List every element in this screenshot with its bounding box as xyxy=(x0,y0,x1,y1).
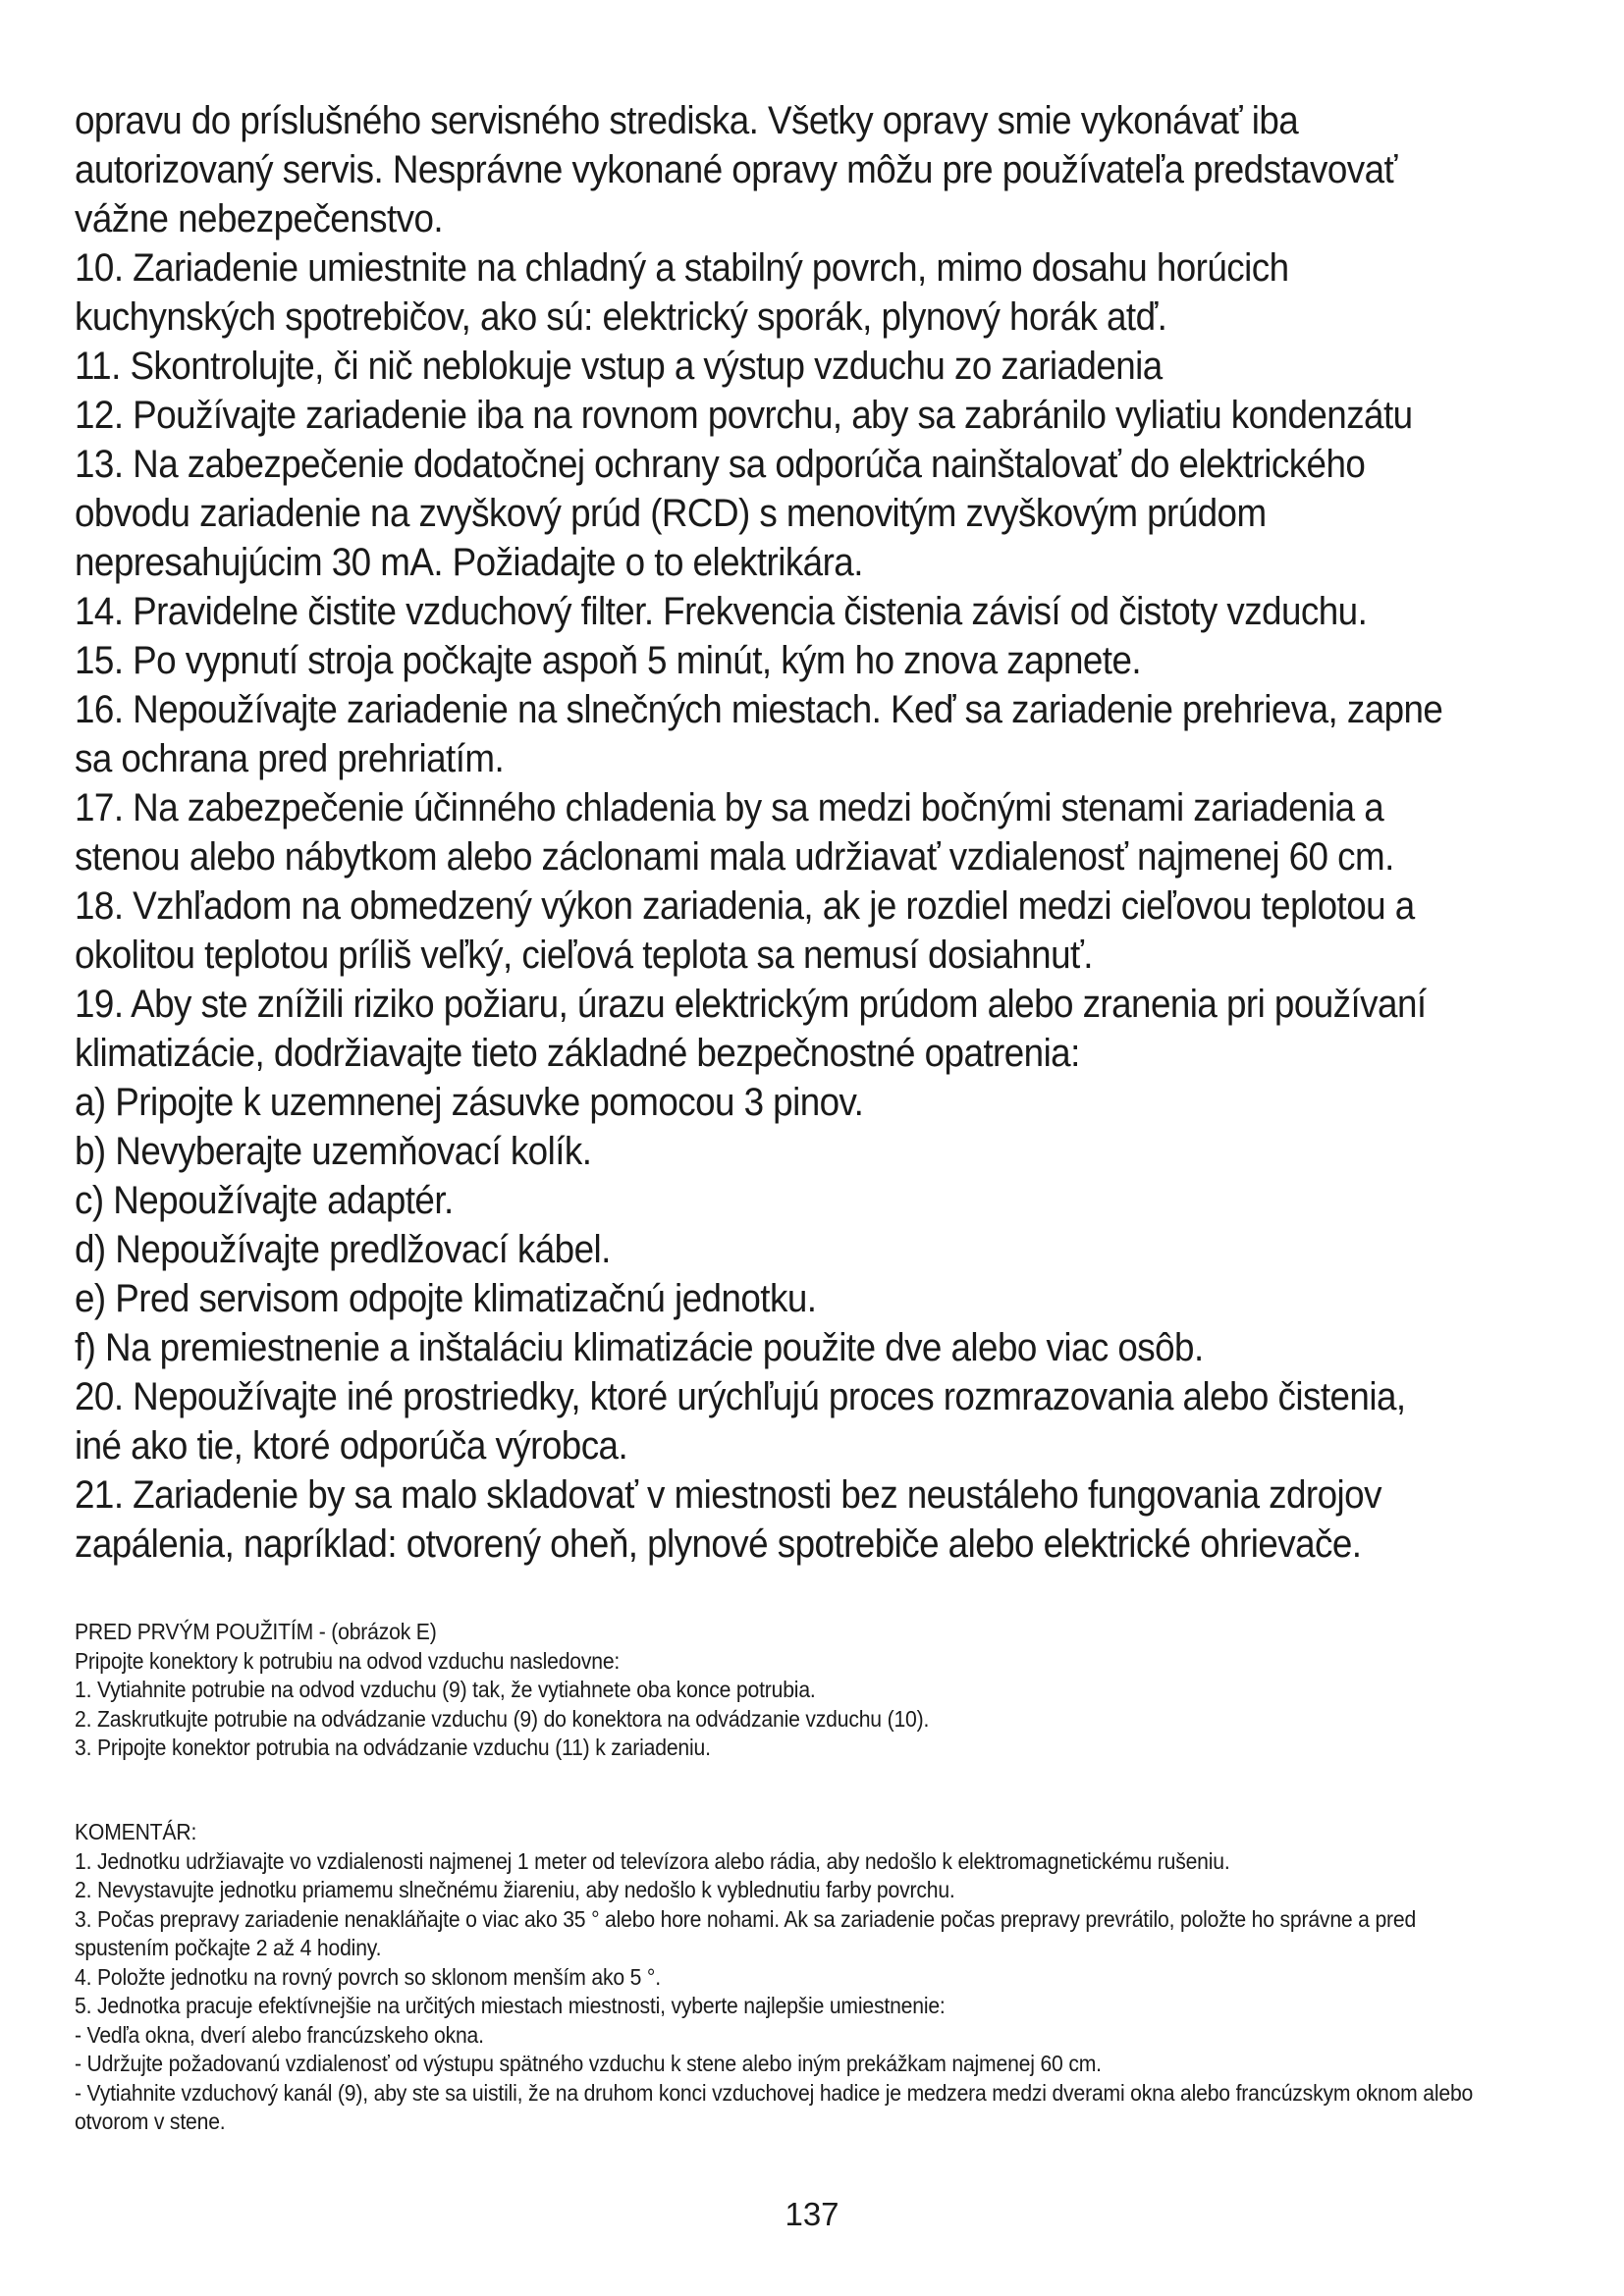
instruction-21: 21. Zariadenie by sa malo skladovať v miestnosti bez neustáleho fungovania zdrojov zapálenia, napríklad: otvorený oheň, plynové spotrebiče alebo elektrické ohrievače. xyxy=(75,1473,1381,1566)
instruction-12: 12. Používajte zariadenie iba na rovnom povrchu, aby sa zabránilo vyliatiu kondenzátu xyxy=(75,394,1413,437)
comment-5-bullet-b: - Udržujte požadovanú vzdialenosť od výstupu spätného vzduchu k stene alebo iným prekážkam najmenej 60 cm. xyxy=(75,2051,1102,2076)
safety-instructions xyxy=(75,96,1447,1569)
instruction-17: 17. Na zabezpečenie účinného chladenia by sa medzi bočnými stenami zariadenia a stenou alebo nábytkom alebo záclonami mala udržiavať vzdialenosť najmenej 60 cm. xyxy=(75,786,1394,879)
instruction-15: 15. Po vypnutí stroja počkajte aspoň 5 minút, kým ho znova zapnete. xyxy=(75,639,1142,682)
instruction-14: 14. Pravidelne čistite vzduchový filter. Frekvencia čistenia závisí od čistoty vzduchu. xyxy=(75,590,1368,633)
before-first-use-section xyxy=(75,1618,1484,1763)
paragraph-continuation: opravu do príslušného servisného strediska. Všetky opravy smie vykonávať iba autorizovaný servis. Nesprávne vykonané opravy môžu pre používateľa predstavovať vážne nebezpečenstvo. xyxy=(75,99,1397,240)
section-heading: PRED PRVÝM POUŽITÍM - (obrázok E) xyxy=(75,1619,437,1644)
comment-4: 4. Položte jednotku na rovný povrch so sklonom menším ako 5 °. xyxy=(75,1963,661,1990)
comment-5: 5. Jednotka pracuje efektívnejšie na určitých miestach miestnosti, vyberte najlepšie umiestnenie: xyxy=(75,1993,946,2018)
instruction-19: 19. Aby ste znížili riziko požiaru, úrazu elektrickým prúdom alebo zranenia pri používaní klimatizácie, dodržiavajte tieto základné bezpečnostné opatrenia: xyxy=(75,983,1427,1075)
instruction-19-c: c) Nepoužívajte adaptér. xyxy=(75,1179,454,1222)
instruction-11: 11. Skontrolujte, či nič neblokuje vstup a výstup vzduchu zo zariadenia xyxy=(75,345,1163,388)
instruction-20: 20. Nepoužívajte iné prostriedky, ktoré urýchľujú proces rozmrazovania alebo čistenia, iné ako tie, ktoré odporúča výrobca. xyxy=(75,1375,1406,1468)
instruction-19-a: a) Pripojte k uzemnenej zásuvke pomocou 3 pinov. xyxy=(75,1081,864,1124)
step-2: 2. Zaskrutkujte potrubie na odvádzanie vzduchu (9) do konektora na odvádzanie vzduchu (10). xyxy=(75,1705,930,1732)
instruction-19-b: b) Nevyberajte uzemňovací kolík. xyxy=(75,1130,592,1173)
comment-section xyxy=(75,1818,1484,2137)
comment-2: 2. Nevystavujte jednotku priamemu slnečnému žiareniu, aby nedošlo k vyblednutiu farby povrchu. xyxy=(75,1877,955,1902)
step-3: 3. Pripojte konektor potrubia na odvádzanie vzduchu (11) k zariadeniu. xyxy=(75,1735,711,1760)
instruction-19-d: d) Nepoužívajte predlžovací kábel. xyxy=(75,1228,611,1271)
step-1: 1. Vytiahnite potrubie na odvod vzduchu (9) tak, že vytiahnete oba konce potrubia. xyxy=(75,1677,816,1702)
instruction-19-f: f) Na premiestnenie a inštaláciu klimatizácie použite dve alebo viac osôb. xyxy=(75,1326,1204,1369)
instruction-16: 16. Nepoužívajte zariadenie na slnečných miestach. Keď sa zariadenie prehrieva, zapne sa ochrana pred prehriatím. xyxy=(75,688,1443,780)
comment-5-bullet-c: - Vytiahnite vzduchový kanál (9), aby ste sa uistili, že na druhom konci vzduchovej hadice je medzera medzi dverami okna alebo francúzskym oknom alebo otvorom v stene. xyxy=(75,2079,1474,2134)
instruction-13: 13. Na zabezpečenie dodatočnej ochrany sa odporúča nainštalovať do elektrického obvodu zariadenie na zvyškový prúd (RCD) s menovitým zvyškovým prúdom nepresahujúcim 30 mA. Požiadajte o to elektrikára. xyxy=(75,443,1366,584)
instruction-18: 18. Vzhľadom na obmedzený výkon zariadenia, ak je rozdiel medzi cieľovou teplotou a okolitou teplotou príliš veľký, cieľová teplota sa nemusí dosiahnuť. xyxy=(75,884,1415,977)
page-number: 137 xyxy=(785,2196,839,2232)
instruction-10: 10. Zariadenie umiestnite na chladný a stabilný povrch, mimo dosahu horúcich kuchynských spotrebičov, ako sú: elektrický sporák, plynový horák atď. xyxy=(75,246,1289,339)
instruction-19-e: e) Pred servisom odpojte klimatizačnú jednotku. xyxy=(75,1277,817,1320)
section-heading: KOMENTÁR: xyxy=(75,1819,197,1844)
comment-5-bullet-a: - Vedľa okna, dverí alebo francúzskeho okna. xyxy=(75,2021,484,2048)
section-intro: Pripojte konektory k potrubiu na odvod vzduchu nasledovne: xyxy=(75,1647,621,1674)
comment-3: 3. Počas prepravy zariadenie nenakláňajte o viac ako 35 ° alebo hore nohami. Ak sa zariadenie počas prepravy prevrátilo, položte ho správne a pred spustením počkajte 2 až 4 hodiny. xyxy=(75,1905,1417,1960)
comment-1: 1. Jednotku udržiavajte vo vzdialenosti najmenej 1 meter od televízora alebo rádia, aby nedošlo k elektromagnetickému rušeniu. xyxy=(75,1847,1230,1874)
